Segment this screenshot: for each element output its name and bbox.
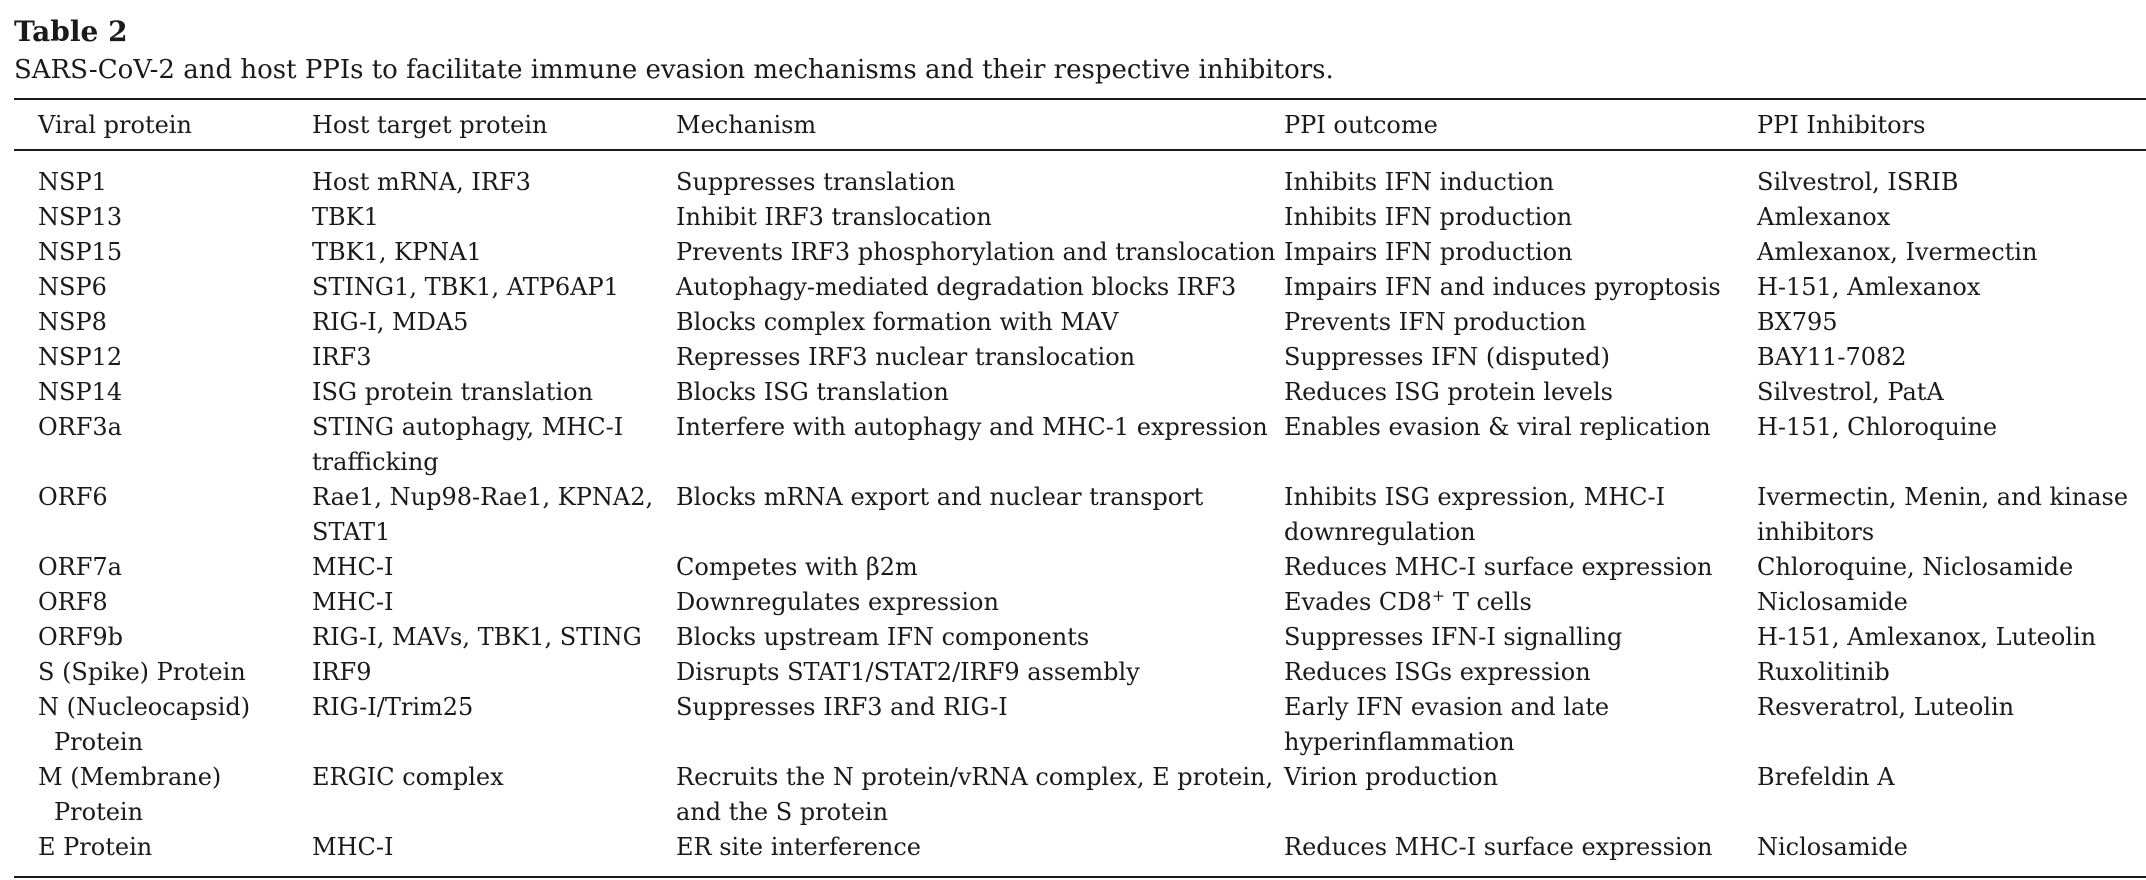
cell-inhibitors: Ivermectin, Menin, and kinase inhibitors [1757,483,2129,546]
cell-mechanism: Interfere with autophagy and MHC-1 expression [676,413,1268,441]
cell-viral-protein: ORF9b [38,623,124,651]
cell-mechanism: Disrupts STAT1/STAT2/IRF9 assembly [676,658,1140,686]
table-row [14,620,2146,655]
cell-viral-protein: NSP15 [38,238,123,266]
table-row [14,550,2146,585]
table-row [14,340,2146,375]
table-label: Table 2 [14,15,128,48]
cell-host-target: IRF3 [312,343,372,371]
cell-outcome: Reduces MHC-I surface expression [1284,833,1713,861]
ppi-table [14,100,2146,865]
cell-host-target: ISG protein translation [312,378,594,406]
cell-host-target: MHC-I [312,833,394,861]
cell-viral-protein: ORF3a [38,413,122,441]
cell-viral-protein: E Protein [38,833,153,861]
table-row [14,410,2146,480]
cell-viral-protein: NSP1 [38,168,107,196]
table-row [14,200,2146,235]
cell-inhibitors: Chloroquine, Niclosamide [1757,553,2074,581]
cell-mechanism: Suppresses IRF3 and RIG-I [676,693,1008,721]
cell-inhibitors: Silvestrol, PatA [1757,378,1944,406]
table-row [14,480,2146,550]
cell-inhibitors: H-151, Chloroquine [1757,413,1998,441]
cell-outcome: Inhibits IFN production [1284,203,1573,231]
cell-outcome: Early IFN evasion and late hyperinflammation [1284,693,1610,756]
table-caption: SARS-CoV-2 and host PPIs to facilitate immune evasion mechanisms and their respective inhibitors. [14,55,1334,85]
cell-host-target: IRF9 [312,658,372,686]
cell-host-target: RIG-I, MDA5 [312,308,469,336]
cell-host-target: RIG-I/Trim25 [312,693,474,721]
outcome-suffix: T cells [1445,588,1532,616]
cell-inhibitors: Amlexanox, Ivermectin [1757,238,2038,266]
outcome-text: Evades CD8 [1284,588,1432,616]
cell-outcome: Reduces MHC-I surface expression [1284,553,1713,581]
cell-host-target: Host mRNA, IRF3 [312,168,531,196]
cell-outcome: Inhibits IFN induction [1284,168,1555,196]
cell-inhibitors: H-151, Amlexanox [1757,273,1981,301]
cell-outcome [1284,585,1757,620]
table-row [14,585,2146,620]
cell-outcome: Suppresses IFN-I signalling [1284,623,1623,651]
cell-viral-protein: NSP13 [38,203,123,231]
header-host-target-protein: Host target protein [312,111,548,139]
table-row [14,150,2146,200]
cell-mechanism: Inhibit IRF3 translocation [676,203,992,231]
viral-protein-continuation: Protein [54,798,144,826]
cell-viral-protein: S (Spike) Protein [38,658,246,686]
superscript-plus: + [1431,586,1446,605]
cell-viral-protein: ORF8 [38,588,108,616]
table-row [14,270,2146,305]
cell-mechanism: Blocks ISG translation [676,378,949,406]
table-row [14,305,2146,340]
table-row [14,235,2146,270]
cell-host-target: MHC-I [312,553,394,581]
cell-viral-protein: NSP6 [38,273,107,301]
cell-mechanism: Blocks complex formation with MAV [676,308,1119,336]
cell-outcome: Impairs IFN and induces pyroptosis [1284,273,1721,301]
header-viral-protein: Viral protein [38,111,192,139]
cell-outcome: Enables evasion & viral replication [1284,413,1711,441]
cell-outcome: Suppresses IFN (disputed) [1284,343,1610,371]
cell-host-target: STING autophagy, MHC-I trafficking [312,413,624,476]
table-bottom-rule [14,876,2146,878]
cell-inhibitors: Niclosamide [1757,588,1908,616]
cell-host-target: ERGIC complex [312,763,504,791]
table-row [14,760,2146,830]
header-mechanism: Mechanism [676,111,817,139]
cell-mechanism: ER site interference [676,833,922,861]
cell-host-target: TBK1, KPNA1 [312,238,482,266]
cell-inhibitors: BX795 [1757,308,1838,336]
table-row [14,375,2146,410]
cell-viral-protein: ORF7a [38,553,122,581]
cell-host-target: Rae1, Nup98-Rae1, KPNA2, STAT1 [312,483,654,546]
cell-mechanism: Downregulates expression [676,588,999,616]
cell-viral-protein: NSP14 [38,378,123,406]
header-ppi-inhibitors: PPI Inhibitors [1757,111,1926,139]
cell-outcome: Inhibits ISG expression, MHC-I downregulation [1284,483,1666,546]
table-row [14,830,2146,865]
table-row [14,690,2146,760]
cell-viral-protein [14,690,312,760]
cell-host-target: TBK1 [312,203,379,231]
cell-inhibitors: Resveratrol, Luteolin [1757,693,2015,721]
cell-viral-protein: NSP8 [38,308,107,336]
cell-mechanism: Blocks upstream IFN components [676,623,1090,651]
cell-inhibitors: Brefeldin A [1757,763,1895,791]
viral-protein-name: M (Membrane) [38,763,222,791]
cell-mechanism: Autophagy-mediated degradation blocks IRF3 [676,273,1237,301]
header-ppi-outcome: PPI outcome [1284,111,1438,139]
cell-mechanism: Prevents IRF3 phosphorylation and translocation [676,238,1276,266]
table-header-row [14,100,2146,150]
cell-outcome: Reduces ISGs expression [1284,658,1591,686]
cell-mechanism: Represses IRF3 nuclear translocation [676,343,1136,371]
cell-host-target: MHC-I [312,588,394,616]
cell-inhibitors: BAY11-7082 [1757,343,1907,371]
cell-inhibitors: Silvestrol, ISRIB [1757,168,1959,196]
cell-mechanism: Blocks mRNA export and nuclear transport [676,483,1204,511]
cell-mechanism: Suppresses translation [676,168,956,196]
cell-viral-protein: ORF6 [38,483,108,511]
cell-outcome: Reduces ISG protein levels [1284,378,1613,406]
table-body [14,150,2146,865]
cell-outcome: Virion production [1284,763,1499,791]
cell-host-target: STING1, TBK1, ATP6AP1 [312,273,619,301]
viral-protein-continuation: Protein [54,728,144,756]
cell-outcome: Prevents IFN production [1284,308,1587,336]
cell-inhibitors: Amlexanox [1757,203,1891,231]
cell-host-target: RIG-I, MAVs, TBK1, STING [312,623,642,651]
cell-mechanism: Competes with β2m [676,553,918,581]
cell-viral-protein: NSP12 [38,343,123,371]
table-row [14,655,2146,690]
viral-protein-name: N (Nucleocapsid) [38,693,251,721]
cell-inhibitors: Ruxolitinib [1757,658,1890,686]
cell-inhibitors: Niclosamide [1757,833,1908,861]
cell-viral-protein [14,760,312,830]
cell-inhibitors: H-151, Amlexanox, Luteolin [1757,623,2097,651]
cell-outcome: Impairs IFN production [1284,238,1573,266]
cell-mechanism: Recruits the N protein/vRNA complex, E protein, and the S protein [676,763,1274,826]
